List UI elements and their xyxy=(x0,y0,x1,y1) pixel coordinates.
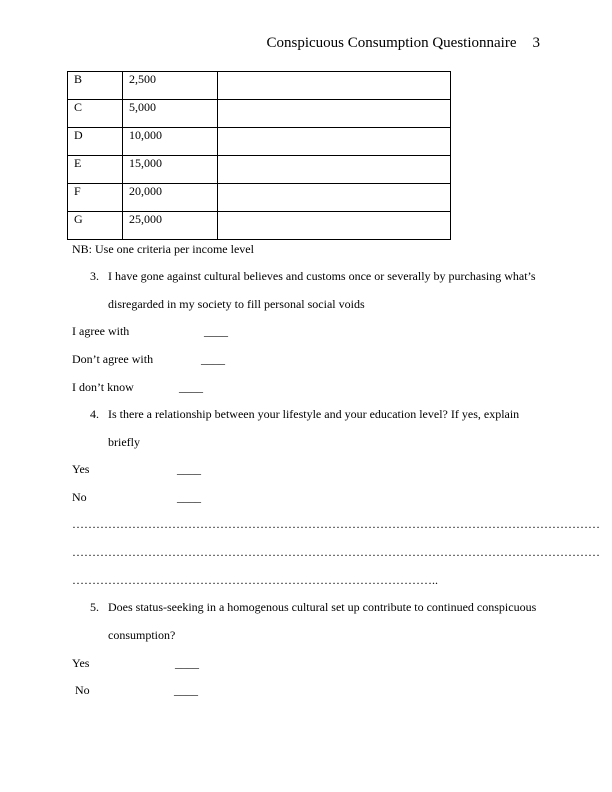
income-amount-cell: 20,000 xyxy=(123,184,218,212)
income-amount-cell: 25,000 xyxy=(123,212,218,240)
q5-text-line1: 5. Does status-seeking in a homogenous cultural set up contribute to continued conspicuous xyxy=(90,600,537,614)
criteria-answer-cell[interactable] xyxy=(218,212,451,240)
income-amount-cell: 5,000 xyxy=(123,100,218,128)
q3-option-dontknow-label: I don’t know xyxy=(72,380,134,394)
q5-option-yes-label: Yes xyxy=(72,656,90,670)
income-table-row xyxy=(68,184,451,212)
q4-option-yes-label: Yes xyxy=(72,462,90,476)
income-amount-cell: 10,000 xyxy=(123,128,218,156)
income-table-row xyxy=(68,156,451,184)
income-table-row xyxy=(68,212,451,240)
income-level-cell: D xyxy=(68,128,123,156)
q3-text-line1: 3. I have gone against cultural believes and customs once or severally by purchasing what’s xyxy=(90,269,536,283)
q4-option-yes-blank[interactable]: ____ xyxy=(177,462,201,476)
q5-text-line2: consumption? xyxy=(108,628,176,642)
q3-option-dontknow-blank[interactable]: ____ xyxy=(179,380,203,394)
q3-text-line2: disregarded in my society to fill personal social voids xyxy=(108,297,365,311)
q4-text-line2: briefly xyxy=(108,435,140,449)
criteria-answer-cell[interactable] xyxy=(218,128,451,156)
header-title: Conspicuous Consumption Questionnaire xyxy=(266,35,517,51)
q3-option-agree-label: I agree with xyxy=(72,324,130,338)
income-level-cell: G xyxy=(68,212,123,240)
criteria-answer-cell[interactable] xyxy=(218,156,451,184)
q4-answer-line-3[interactable]: ……………………………………………………………………………….. xyxy=(72,573,438,587)
criteria-answer-cell[interactable] xyxy=(218,184,451,212)
q4-answer-line-2[interactable]: …………………………………………………………………………………………………………………… xyxy=(72,545,600,559)
page-header xyxy=(267,35,541,52)
income-amount-cell: 2,500 xyxy=(123,72,218,100)
q4-text-line1: 4. Is there a relationship between your lifestyle and your education level? If yes, explain xyxy=(90,407,520,421)
page-number: 3 xyxy=(532,35,540,51)
q3-option-disagree-blank[interactable]: ____ xyxy=(201,352,225,366)
q4-option-no-label: No xyxy=(72,490,87,504)
income-level-cell: C xyxy=(68,100,123,128)
income-table-row xyxy=(68,128,451,156)
q3-option-disagree-label: Don’t agree with xyxy=(72,352,154,366)
q5-number: 5. xyxy=(90,600,99,614)
q3-option-agree-blank[interactable]: ____ xyxy=(204,324,228,338)
q4-answer-line-1[interactable]: …………………………………………………………………………………………………………………… xyxy=(72,517,600,531)
q4-number: 4. xyxy=(90,407,99,421)
q3-number: 3. xyxy=(90,269,99,283)
criteria-answer-cell[interactable] xyxy=(218,100,451,128)
q5-option-no-label: No xyxy=(72,683,90,697)
q4-option-no-blank[interactable]: ____ xyxy=(177,490,201,504)
q5-option-no-blank[interactable]: ____ xyxy=(174,683,198,697)
income-table-row xyxy=(68,100,451,128)
criteria-answer-cell[interactable] xyxy=(218,72,451,100)
q5-option-yes-blank[interactable]: ____ xyxy=(175,656,199,670)
table-note: NB: Use one criteria per income level xyxy=(72,242,254,256)
income-level-table xyxy=(67,71,451,240)
income-level-cell: B xyxy=(68,72,123,100)
income-table-row xyxy=(68,72,451,100)
income-level-cell: E xyxy=(68,156,123,184)
income-level-cell: F xyxy=(68,184,123,212)
income-amount-cell: 15,000 xyxy=(123,156,218,184)
